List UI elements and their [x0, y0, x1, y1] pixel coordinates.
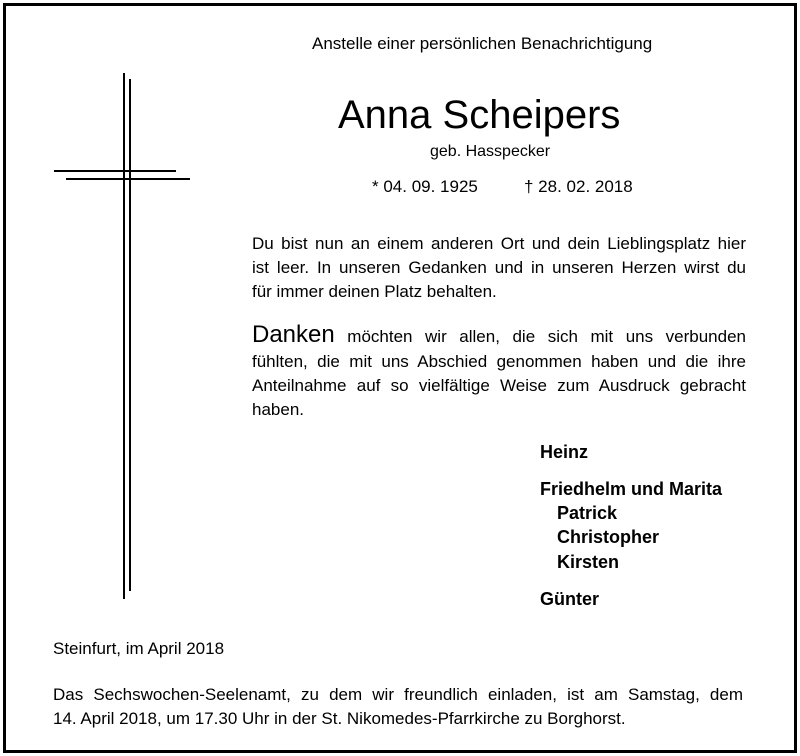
paragraph-line: [252, 322, 746, 350]
signature-name: Heinz: [540, 442, 589, 462]
paragraph-line: haben.: [252, 400, 304, 419]
birth-date: * 04. 09. 1925: [372, 177, 478, 196]
paragraph-line: für immer deinen Platz behalten.: [252, 282, 497, 301]
signature-name: Kirsten: [557, 552, 620, 572]
paragraph-line: ist leer. In unseren Gedanken und in unseren Herzen wirst du: [252, 258, 746, 277]
thanks-line-rest: möchten wir allen, die sich mit uns verbunden: [347, 327, 746, 346]
service-note-line: Das Sechswochen-Seelenamt, zu dem wir freundlich einladen, ist am Samstag, dem: [53, 685, 743, 704]
maiden-name: geb. Hasspecker: [430, 143, 551, 160]
paragraph-line: Du bist nun an einem anderen Ort und dein Lieblingsplatz hier: [252, 234, 746, 253]
signature-name: Patrick: [557, 503, 618, 523]
paragraph-line: fühlten, die mit uns Abschied genommen haben und die ihre: [252, 352, 746, 371]
deceased-name: Anna Scheipers: [338, 93, 621, 137]
thanks-lead-word: Danken: [252, 321, 335, 348]
memorial-paragraph: [252, 232, 746, 304]
service-note: [53, 683, 743, 731]
paragraph-line: Anteilnahme auf so vielfältige Weise zum Ausdruck gebracht: [252, 376, 746, 395]
service-note-line: 14. April 2018, um 17.30 Uhr in der St. Nikomedes-Pfarrkirche zu Borghorst.: [53, 709, 626, 728]
signature-name: Christopher: [557, 527, 660, 547]
thanks-paragraph: [252, 322, 746, 422]
death-date: † 28. 02. 2018: [524, 177, 633, 196]
place-date: Steinfurt, im April 2018: [53, 639, 225, 658]
signature-name: Friedhelm und Marita: [540, 479, 723, 499]
signature-name: Günter: [540, 589, 600, 609]
